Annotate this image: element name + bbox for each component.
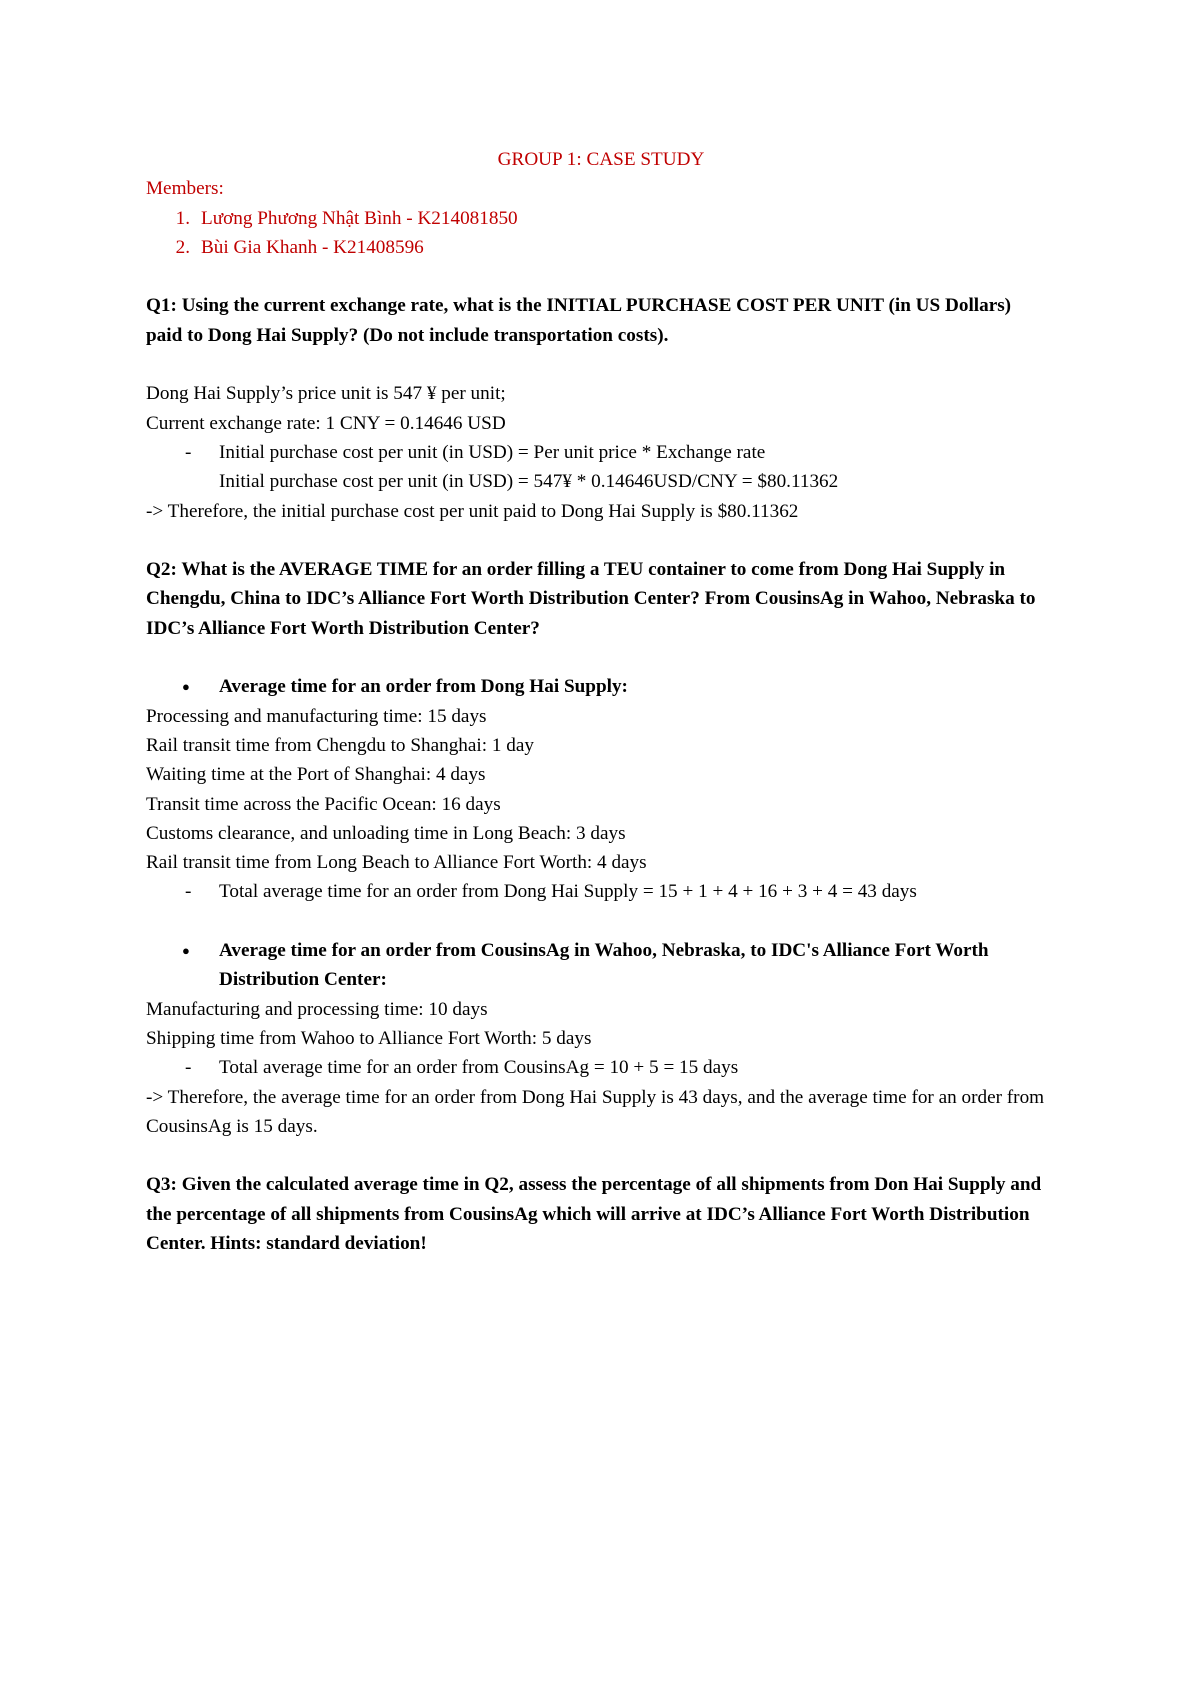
q2-dong-hai-bullet bbox=[146, 672, 1050, 701]
members-label: Members: bbox=[146, 178, 224, 200]
q2-cousins-line: Manufacturing and processing time: 10 days bbox=[146, 998, 488, 1020]
q2-dong-hai-line: Transit time across the Pacific Ocean: 16 days bbox=[146, 793, 501, 815]
member-item bbox=[146, 233, 1050, 262]
q2-cousins-line: Shipping time from Wahoo to Alliance Fort Worth: 5 days bbox=[146, 1027, 592, 1049]
q2-cousins-bullet bbox=[146, 936, 1050, 995]
q1-formula-item bbox=[146, 438, 1050, 467]
q1-formula-2: Initial purchase cost per unit (in USD) = 547¥ * 0.14646USD/CNY = $80.11362 bbox=[219, 471, 839, 493]
member-number: 2. bbox=[175, 236, 190, 258]
q2-question: Q2: What is the AVERAGE TIME for an order filling a TEU container to come from Dong Hai Supply in Chengdu, China to IDC’s Alliance Fort Worth Distribution Center? From CousinsAg in Wahoo, Nebraska to IDC’s Alliance Fort Worth Distribution Center? bbox=[146, 559, 1036, 639]
q2-dong-hai-heading: Average time for an order from Dong Hai Supply: bbox=[219, 676, 628, 698]
dash-marker: - bbox=[185, 881, 192, 903]
q1-question: Q1: Using the current exchange rate, what is the INITIAL PURCHASE COST PER UNIT (in US Dollars) paid to Dong Hai Supply? (Do not include transportation costs). bbox=[146, 295, 1012, 346]
q2-conclusion: -> Therefore, the average time for an order from Dong Hai Supply is 43 days, and the average time for an order from CousinsAg is 15 days. bbox=[146, 1086, 1045, 1137]
q2-dong-hai-line: Waiting time at the Port of Shanghai: 4 days bbox=[146, 764, 486, 786]
dash-marker: - bbox=[185, 441, 192, 463]
q1-formula-1: Initial purchase cost per unit (in USD) = Per unit price * Exchange rate bbox=[219, 441, 766, 463]
member-name: Lương Phương Nhật Bình - K214081850 bbox=[201, 207, 518, 229]
q2-dong-hai-line: Rail transit time from Chengdu to Shanghai: 1 day bbox=[146, 734, 534, 756]
q1-exchange-rate-line: Current exchange rate: 1 CNY = 0.14646 USD bbox=[146, 412, 506, 434]
member-name: Bùi Gia Khanh - K21408596 bbox=[201, 236, 424, 258]
page-title: GROUP 1: CASE STUDY bbox=[497, 149, 705, 170]
q2-cousins-total: Total average time for an order from CousinsAg = 10 + 5 = 15 days bbox=[219, 1057, 739, 1079]
bullet-icon: ● bbox=[182, 943, 190, 959]
q2-dong-hai-total-item bbox=[146, 877, 1050, 906]
q2-dong-hai-line: Processing and manufacturing time: 15 days bbox=[146, 705, 487, 727]
q2-cousins-total-item bbox=[146, 1053, 1050, 1082]
dash-marker: - bbox=[185, 1057, 192, 1079]
q1-conclusion: -> Therefore, the initial purchase cost per unit paid to Dong Hai Supply is $80.11362 bbox=[146, 500, 799, 522]
member-item bbox=[146, 204, 1050, 233]
q2-cousins-heading: Average time for an order from CousinsAg in Wahoo, Nebraska, to IDC's Alliance Fort Worth Distribution Center: bbox=[219, 940, 989, 991]
q2-dong-hai-line: Rail transit time from Long Beach to Alliance Fort Worth: 4 days bbox=[146, 852, 647, 874]
q2-dong-hai-line: Customs clearance, and unloading time in Long Beach: 3 days bbox=[146, 822, 626, 844]
q3-question: Q3: Given the calculated average time in Q2, assess the percentage of all shipments from Don Hai Supply and the percentage of all shipments from CousinsAg which will arrive at IDC’s Alliance Fort Worth Distribution Center. Hints: standard deviation! bbox=[146, 1174, 1042, 1254]
q2-dong-hai-total: Total average time for an order from Dong Hai Supply = 15 + 1 + 4 + 16 + 3 + 4 = 43 days bbox=[219, 881, 917, 903]
q1-price-line: Dong Hai Supply’s price unit is 547 ¥ per unit; bbox=[146, 383, 506, 405]
bullet-icon: ● bbox=[182, 679, 190, 695]
member-number: 1. bbox=[175, 207, 190, 229]
